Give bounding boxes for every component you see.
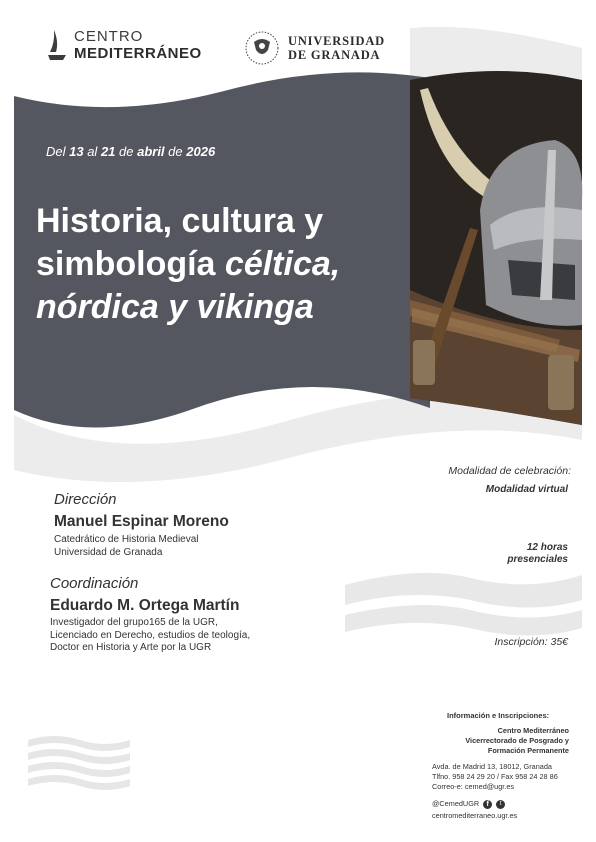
title-line-1: Historia, cultura y bbox=[36, 202, 324, 240]
title-line-2 bbox=[36, 243, 406, 286]
hours-line-2: presenciales bbox=[507, 554, 568, 565]
date-end: 21 bbox=[100, 144, 116, 159]
coordinator-details bbox=[50, 617, 250, 655]
dates-sep3: de bbox=[164, 144, 187, 159]
date-start: 13 bbox=[69, 144, 84, 159]
course-dates bbox=[46, 144, 215, 159]
hours-info bbox=[507, 542, 568, 566]
mid-right-wave-1 bbox=[345, 573, 582, 608]
org-line-3: Formación Permanente bbox=[487, 746, 569, 755]
dates-sep1: al bbox=[83, 144, 101, 159]
date-year: 2026 bbox=[186, 144, 216, 159]
ugr-crest-icon bbox=[244, 30, 280, 66]
bottom-left-wave-2 bbox=[28, 749, 130, 764]
address: Avda. de Madrid 13, 18012, Granada bbox=[432, 762, 552, 771]
centro-mediterraneo-logo bbox=[46, 28, 202, 62]
organization-block bbox=[465, 726, 569, 756]
dates-prefix: Del bbox=[46, 144, 70, 159]
title-line-2-italic: céltica, bbox=[224, 245, 341, 283]
bottom-left-wave-3 bbox=[28, 762, 130, 777]
coordinator-line-1: Investigador del grupo165 de la UGR, bbox=[50, 617, 218, 628]
logo-centro-text: CENTRO bbox=[74, 27, 144, 45]
director-line-2: Universidad de Granada bbox=[54, 546, 163, 558]
org-line-2: Vicerrectorado de Posgrado y bbox=[465, 736, 569, 745]
sail-icon bbox=[46, 28, 68, 62]
info-heading: Información e Inscripciones: bbox=[447, 711, 550, 720]
inscription-fee: Inscripción: 35€ bbox=[494, 636, 568, 648]
logo-universidad-text: UNIVERSIDAD bbox=[288, 34, 386, 48]
email-link[interactable]: Correo-e: cemed@ugr.es bbox=[432, 782, 515, 791]
phone-fax: Tlfno. 958 24 29 20 / Fax 958 24 28 86 bbox=[432, 772, 558, 781]
mid-right-wave-2 bbox=[345, 605, 582, 635]
title-line-3 bbox=[36, 286, 406, 329]
dates-sep2: de bbox=[115, 144, 138, 159]
hours-line-1: 12 horas bbox=[526, 542, 568, 553]
director-line-1: Catedrático de Historia Medieval bbox=[54, 534, 199, 545]
modalidad-label: Modalidad de celebración: bbox=[448, 465, 571, 477]
universidad-granada-logo bbox=[244, 30, 385, 66]
direccion-heading: Dirección bbox=[54, 491, 117, 508]
director-name: Manuel Espinar Moreno bbox=[54, 513, 229, 530]
website-link[interactable]: centromediterraneo.ugr.es bbox=[432, 811, 518, 820]
coordinator-line-2: Licenciado en Derecho, estudios de teología, bbox=[50, 629, 251, 641]
contact-block bbox=[432, 762, 558, 792]
bottom-left-wave-1 bbox=[28, 736, 130, 751]
org-line-1: Centro Mediterráneo bbox=[497, 726, 569, 735]
coordinator-name: Eduardo M. Ortega Martín bbox=[50, 597, 240, 614]
coordinator-line-3: Doctor en Historia y Arte por la UGR bbox=[50, 642, 212, 653]
title-line-2-plain: simbología bbox=[36, 245, 225, 283]
coordinacion-heading: Coordinación bbox=[50, 575, 139, 592]
modalidad-value: Modalidad virtual bbox=[485, 484, 568, 495]
logo-granada-text: DE GRANADA bbox=[288, 48, 381, 62]
social-row bbox=[432, 799, 505, 809]
social-handle[interactable]: @CemedUGR bbox=[432, 799, 480, 808]
course-title bbox=[36, 200, 406, 329]
title-line-3-italic: nórdica y vikinga bbox=[36, 288, 314, 326]
twitter-icon[interactable]: t bbox=[496, 800, 505, 809]
logo-mediterraneo-text: MEDITERRÁNEO bbox=[74, 44, 202, 62]
director-details bbox=[54, 534, 199, 559]
facebook-icon[interactable]: f bbox=[483, 800, 492, 809]
bottom-left-wave-4 bbox=[28, 775, 130, 790]
helmet-photo bbox=[410, 71, 582, 425]
date-month: abril bbox=[137, 144, 165, 159]
